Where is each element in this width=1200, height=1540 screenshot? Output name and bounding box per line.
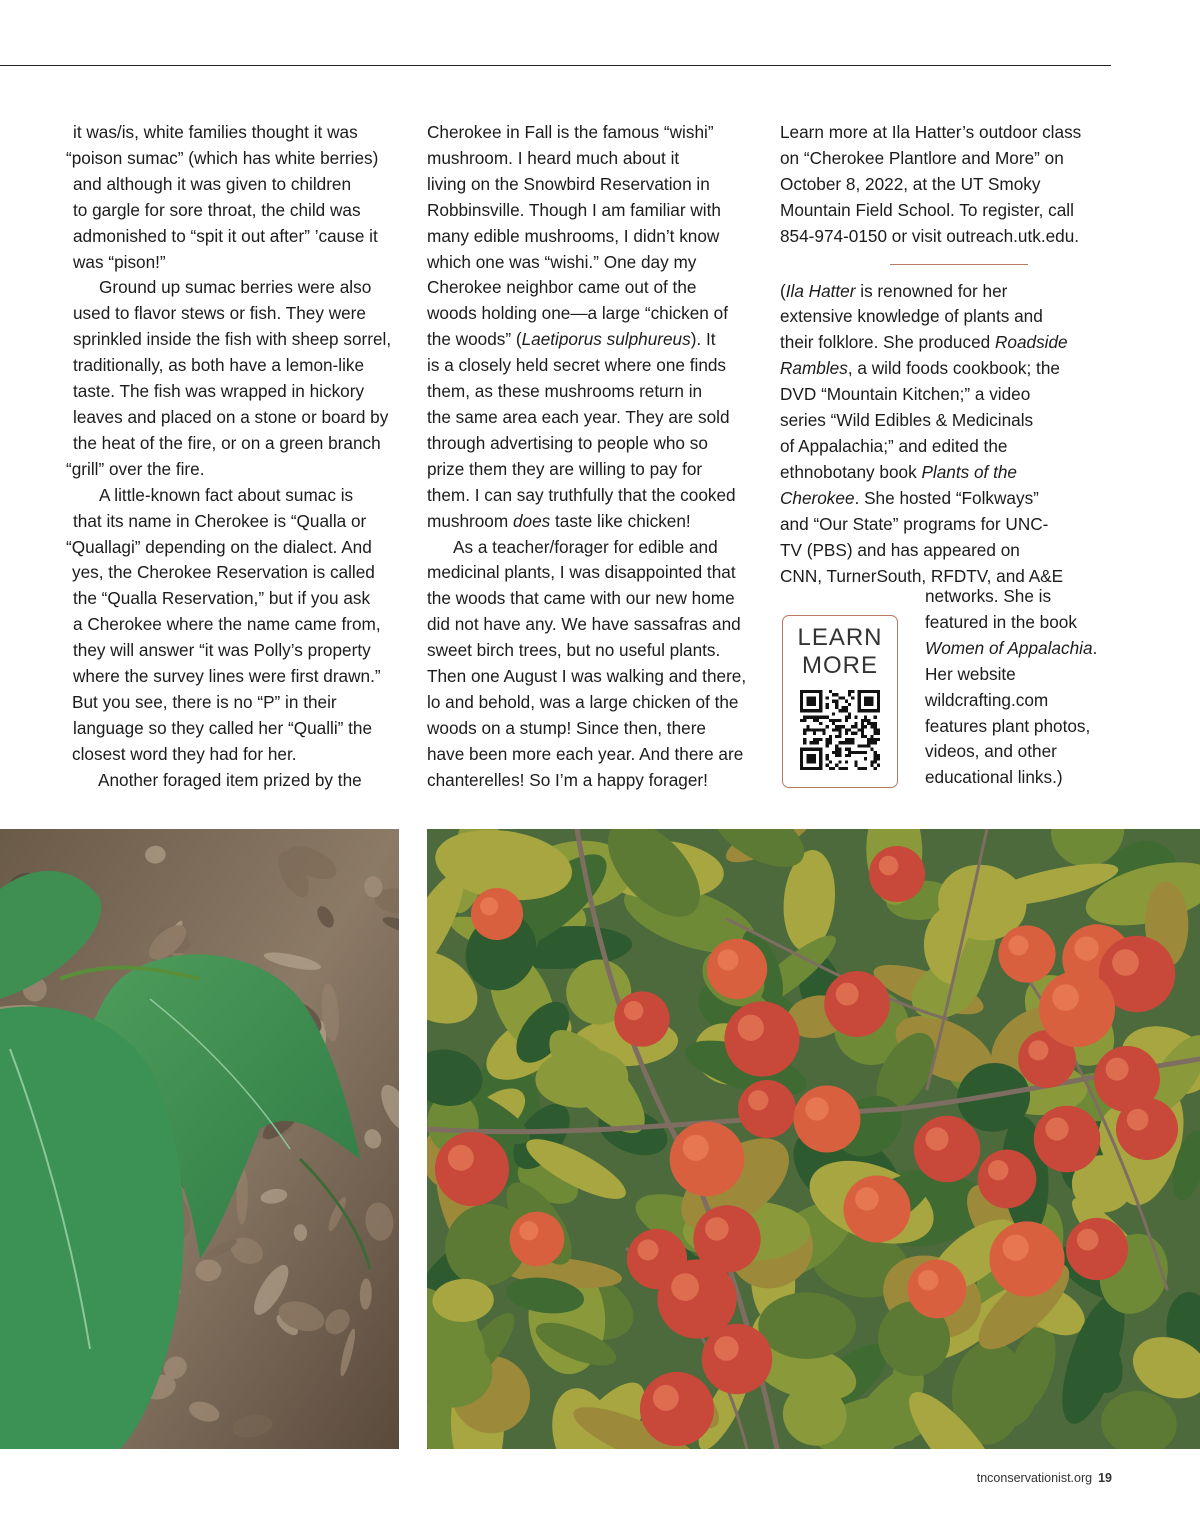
text-fragment: mushroom: [427, 510, 513, 531]
text-line: woods holding one—a large “chicken of: [427, 303, 728, 324]
text-line: is a closely held secret where one finds: [427, 355, 727, 376]
text-line: used to flavor stews or fish. They were: [73, 303, 366, 324]
title-fragment: Plants of the: [921, 461, 1017, 482]
text-line: “grill” over the fire.: [66, 458, 205, 479]
text-line: to gargle for sore throat, the child was: [73, 199, 361, 220]
text-line: on “Cherokee Plantlore and More” on: [780, 147, 1064, 168]
text-line: 854-974-0150 or visit outreach.utk.edu.: [780, 225, 1080, 246]
title-fragment: Cherokee: [780, 487, 855, 508]
text-line: Cherokee neighbor came out of the: [427, 277, 697, 298]
text-line: admonished to “spit it out after” ’cause it: [73, 225, 378, 246]
text-line: DVD “Mountain Kitchen;” a video: [780, 384, 1031, 405]
text-line: educational links.): [925, 767, 1063, 788]
text-line: Then one August I was walking and there,: [427, 666, 747, 687]
text-line: [427, 327, 762, 353]
header-rule: [0, 65, 1111, 66]
text-fragment: .: [1092, 637, 1098, 658]
emphasis: does: [512, 510, 551, 531]
text-line: living on the Snowbird Reservation in: [427, 173, 710, 194]
text-line: yes, the Cherokee Reservation is called: [72, 562, 375, 583]
text-line: of Appalachia;” and edited the: [780, 435, 1008, 456]
text-line: [780, 279, 1110, 305]
text-line: Mountain Field School. To register, call: [780, 199, 1074, 220]
text-line: videos, and other: [925, 741, 1057, 762]
title-fragment: Roadside: [994, 332, 1068, 353]
text-line: mushroom. I heard much about it: [427, 147, 680, 168]
text-line: the heat of the fire, or on a green branch: [73, 432, 381, 453]
text-line: October 8, 2022, at the UT Smoky: [780, 173, 1041, 194]
text-line: it was/is, white families thought it was: [73, 122, 358, 142]
text-line: As a teacher/forager for edible and: [453, 536, 718, 557]
book-title: Women of Appalachia: [925, 637, 1093, 658]
learn-more-label: [783, 624, 897, 680]
article-column-1: [66, 120, 411, 794]
text-line: lo and behold, was a large chicken of the: [427, 691, 739, 712]
sassafras-leaf-image: [0, 829, 399, 1449]
text-line: leaves and placed on a stone or board by: [73, 406, 389, 427]
text-fragment: their folklore. She produced: [780, 332, 995, 353]
text-line: the woods that came with our new home: [427, 588, 735, 609]
text-fragment: ethnobotany book: [780, 461, 922, 482]
class-info: [780, 120, 1110, 250]
persimmon-tree-image: [427, 829, 1200, 1449]
text-line: they will answer “it was Polly’s property: [73, 640, 371, 661]
text-line: “Quallagi” depending on the dialect. And: [66, 536, 372, 557]
text-line: chanterelles! So I’m a happy forager!: [427, 769, 708, 790]
footer-site: tnconservationist.org: [976, 1471, 1093, 1485]
text-fragment: taste like chicken!: [550, 510, 691, 531]
text-line: medicinal plants, I was disappointed that: [427, 562, 736, 583]
sassafras-photo: [0, 829, 399, 1449]
text-line: have been more each year. And there are: [427, 743, 744, 764]
text-line: Robbinsville. Though I am familiar with: [427, 199, 721, 220]
text-line: and although it was given to children: [73, 173, 352, 194]
article-column-3: [780, 120, 1110, 589]
qr-code-icon[interactable]: [800, 690, 880, 770]
text-line: CNN, TurnerSouth, RFDTV, and A&E: [780, 565, 1064, 586]
text-line: extensive knowledge of plants and: [780, 306, 1043, 327]
learn-more-line-1: LEARN: [797, 624, 883, 651]
text-line: [427, 509, 762, 535]
text-line: “poison sumac” (which has white berries): [66, 147, 379, 168]
article-column-2: [427, 120, 762, 794]
text-fragment: . She hosted “Folkways”: [854, 487, 1039, 508]
text-line: closest word they had for her.: [72, 743, 297, 764]
text-fragment: is renowned for her: [855, 280, 1008, 301]
text-line: the “Qualla Reservation,” but if you ask: [73, 588, 371, 609]
text-line: But you see, there is no “P” in their: [72, 691, 337, 712]
species-name: Laetiporus sulphureus: [521, 329, 691, 350]
text-line: A little-known fact about sumac is: [99, 484, 354, 505]
text-line: that its name in Cherokee is “Qualla or: [73, 510, 367, 531]
text-line: traditionally, as both have a lemon-like: [73, 355, 365, 376]
text-line: [780, 460, 1110, 486]
text-line: [780, 330, 1110, 356]
text-line: Ground up sumac berries were also: [99, 277, 372, 298]
text-line: Learn more at Ila Hatter’s outdoor class: [780, 122, 1082, 142]
text-line: and “Our State” programs for UNC-: [780, 513, 1049, 534]
text-line: Her website: [925, 663, 1016, 684]
text-fragment: ). It: [690, 329, 716, 350]
text-line: Another foraged item prized by the: [98, 769, 362, 790]
title-fragment: Rambles: [780, 358, 848, 379]
text-line: [780, 356, 1110, 382]
text-line: many edible mushrooms, I didn’t know: [427, 225, 720, 246]
text-line: which one was “wishi.” One day my: [427, 251, 697, 272]
text-line: Cherokee in Fall is the famous “wishi”: [427, 122, 714, 142]
learn-more-box[interactable]: [782, 615, 898, 788]
author-bio-continued: [925, 584, 1097, 791]
text-fragment: the woods” (: [427, 329, 522, 350]
text-line: networks. She is: [925, 586, 1052, 606]
text-fragment: , a wild foods cookbook; the: [847, 358, 1060, 379]
text-line: sweet birch trees, but no useful plants.: [427, 640, 721, 661]
page-number: 19: [1098, 1471, 1112, 1485]
text-line: through advertising to people who so: [427, 432, 708, 453]
text-line: the same area each year. They are sold: [427, 406, 730, 427]
text-line: series “Wild Edibles & Medicinals: [780, 410, 1034, 431]
text-line: them, as these mushrooms return in: [427, 381, 703, 402]
page-footer: [977, 1471, 1112, 1485]
text-fragment: (: [780, 280, 786, 301]
author-name: Ila Hatter: [785, 280, 856, 301]
text-line: woods on a stump! Since then, there: [427, 717, 706, 738]
website-link[interactable]: wildcrafting.com: [925, 689, 1049, 710]
persimmon-photo: [427, 829, 1200, 1449]
section-divider: [890, 264, 1028, 265]
author-bio: [780, 279, 1110, 590]
text-line: was “pison!”: [73, 251, 166, 272]
text-line: [925, 636, 1097, 662]
text-line: prize them they are willing to pay for: [427, 458, 703, 479]
text-line: sprinkled inside the fish with sheep sorrel,: [73, 329, 392, 350]
text-line: featured in the book: [925, 611, 1077, 632]
text-line: language so they called her “Qualli” the: [73, 717, 373, 738]
text-line: taste. The fish was wrapped in hickory: [73, 381, 365, 402]
learn-more-line-2: MORE: [802, 652, 878, 679]
text-line: where the survey lines were first drawn.”: [73, 666, 381, 687]
text-line: them. I can say truthfully that the cooked: [427, 484, 736, 505]
text-line: a Cherokee where the name came from,: [73, 614, 381, 635]
text-line: [780, 486, 1110, 512]
text-line: did not have any. We have sassafras and: [427, 614, 741, 635]
text-line: TV (PBS) and has appeared on: [780, 539, 1020, 560]
text-line: features plant photos,: [925, 715, 1091, 736]
